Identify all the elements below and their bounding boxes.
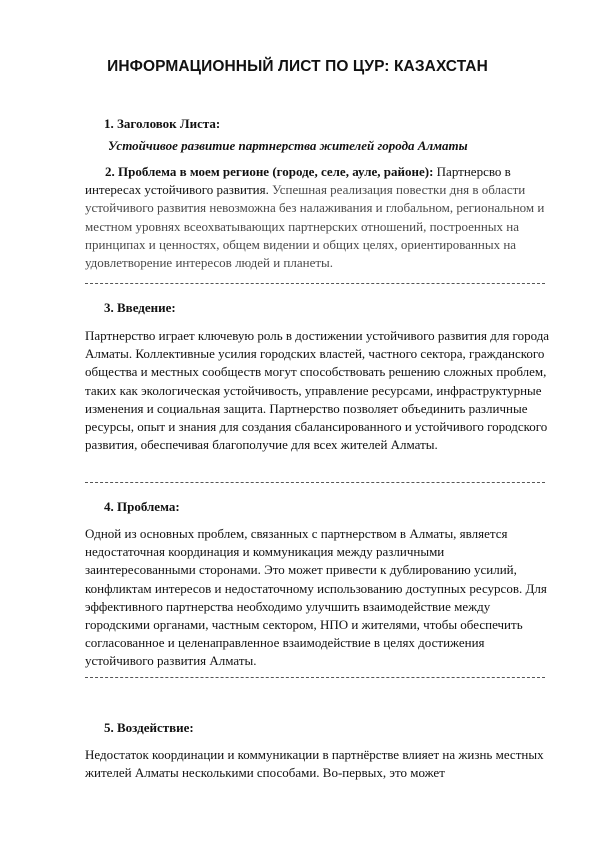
section-4-heading: 4. Проблема: <box>104 499 180 514</box>
section-3-text: Партнерство играет ключевую роль в достижении устойчивого развития для города Алматы. Коллективные усилия городских властей, частного сектора, гражданского общества и местных сообществ могут способствовать решению сложных проблем, таких как экологическая устойчивость, управление ресурсами, инфраструктурные изменения и социальная защита. Партнерство позволяет объединить различные ресурсы, опыт и знания для создания сбалансированного и устойчивого городского развития, обеспечивая благополучие для всех жителей Алматы. <box>85 328 550 453</box>
section-3-heading: 3. Введение: <box>104 300 176 315</box>
section-5-text: Недостаток координации и коммуникации в партнёрстве влияет на жизнь местных жителей Алматы несколькими способами. Во-первых, это может <box>85 747 544 781</box>
section-5-heading: 5. Воздействие: <box>104 720 194 735</box>
separator-line <box>85 677 545 678</box>
section-4-text: Одной из основных проблем, связанных с партнерством в Алматы, является недостаточная координация и коммуникация между различными заинтересованными сторонами. Это может привести к дублированию усилий, конфликтам интересов и недостаточному использованию доступных ресурсов. Для эффективного партнерства необходимо улучшить взаимодействие между городскими органами, частным сектором, НПО и жителями, чтобы обеспечить согласованное и целенаправленное взаимодействие в целях достижения устойчивого развития Алматы. <box>85 526 547 669</box>
section-2-text: Успешная реализация повестки дня в области устойчивого развития невозможна без налаживания и глобальном, региональном и местном уровнях всеохватывающих партнерских отношений, построенных на принципах и ценностях, общем видении и общих целях, ориентированных на удовлетворение интересов людей и планеты. <box>85 182 545 271</box>
separator-line <box>85 482 545 483</box>
separator-line <box>85 283 545 284</box>
section-2-paragraph <box>85 163 555 272</box>
section-2-topic: Партнерсво в интересах устойчивого развития. <box>85 164 511 198</box>
sheet-title-value: Устойчивое развитие партнерства жителей города Алматы <box>108 138 468 153</box>
section-1-heading: 1. Заголовок Листа: <box>104 116 221 131</box>
section-2-heading: 2. Проблема в моем регионе (городе, селе, ауле, районе): <box>105 164 434 179</box>
page-title: ИНФОРМАЦИОННЫЙ ЛИСТ ПО ЦУР: КАЗАХСТАН <box>107 58 488 75</box>
